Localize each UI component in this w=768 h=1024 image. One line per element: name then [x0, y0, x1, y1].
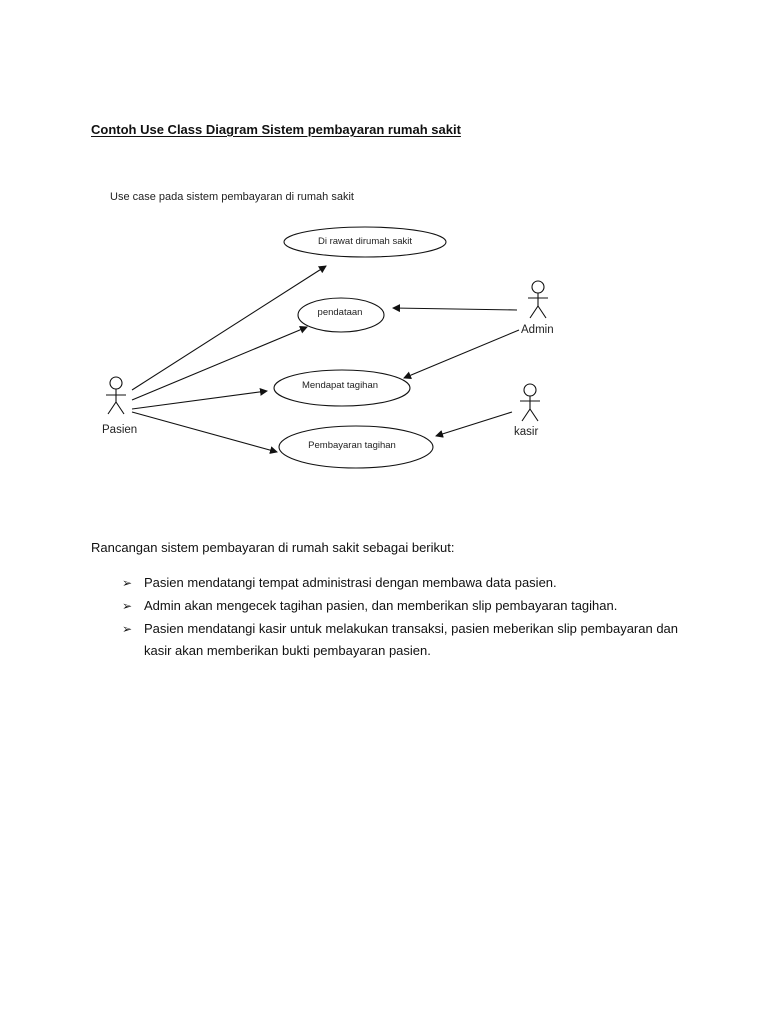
assoc-pasien-tagihan	[132, 391, 267, 409]
use-case-pembayaran-label: Pembayaran tagihan	[308, 440, 396, 451]
list-item	[122, 618, 682, 662]
assoc-pasien-pembayaran	[132, 412, 277, 452]
steps-list	[122, 572, 682, 663]
step-text: Pasien mendatangi kasir untuk melakukan transaksi, pasien meberikan slip pembayaran dan kasir akan memberikan bukti pembayaran pasien.	[144, 621, 679, 658]
arrow-bullet-icon: ➢	[122, 576, 133, 590]
step-text: Admin akan mengecek tagihan pasien, dan memberikan slip pembayaran tagihan.	[144, 598, 618, 613]
use-case-dirawat-label: Di rawat dirumah sakit	[318, 236, 412, 247]
diagram-caption: Use case pada sistem pembayaran di rumah sakit	[110, 191, 354, 203]
use-case-pendataan-label: pendataan	[317, 307, 363, 318]
step-text: Pasien mendatangi tempat administrasi dengan membawa data pasien.	[144, 575, 557, 590]
assoc-pasien-dirawat	[132, 266, 326, 390]
list-item	[122, 572, 682, 594]
actor-pasien-figure	[106, 377, 126, 414]
actor-kasir-figure	[520, 384, 540, 421]
actor-admin-figure	[528, 281, 548, 318]
arrow-bullet-icon: ➢	[122, 622, 133, 636]
assoc-kasir-pembayaran	[436, 412, 512, 436]
arrow-bullet-icon: ➢	[122, 599, 133, 613]
use-case-tagihan-label: Mendapat tagihan	[301, 380, 379, 391]
actor-admin-label: Admin	[521, 324, 554, 336]
page-title: Contoh Use Class Diagram Sistem pembayaran rumah sakit	[91, 122, 461, 137]
list-item	[122, 595, 682, 617]
assoc-admin-pendataan	[393, 308, 517, 310]
actor-kasir-label: kasir	[514, 426, 539, 438]
assoc-admin-tagihan	[404, 330, 519, 378]
actor-pasien-label: Pasien	[102, 424, 138, 436]
intro-text: Rancangan sistem pembayaran di rumah sakit sebagai berikut:	[91, 540, 455, 555]
